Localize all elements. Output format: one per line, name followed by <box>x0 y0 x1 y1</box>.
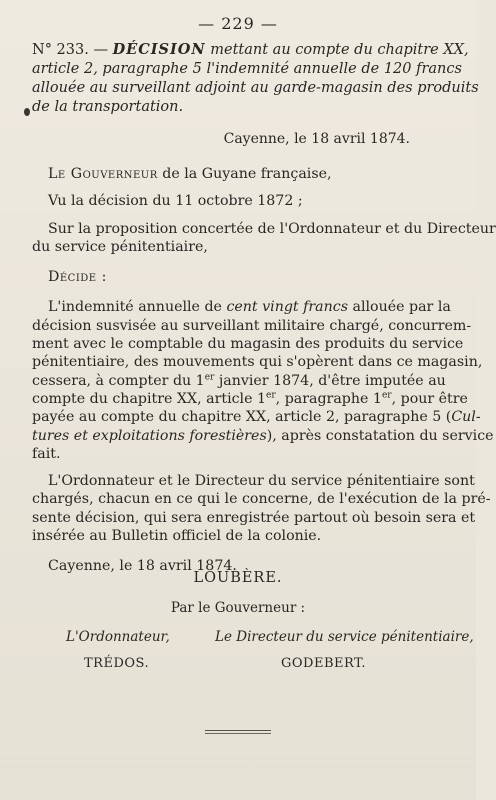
p2-line-1: L'Ordonnateur et le Directeur du service pénitentiaire sont <box>48 473 475 490</box>
p1-line-3: ment avec le comptable du magasin des produits du service <box>32 336 464 353</box>
governor-signature: LOUBÈRE. <box>193 570 283 586</box>
p1-line-8: tures et exploitations forestières), après constatation du service <box>32 427 494 444</box>
directeur-role: Le Directeur du service pénitentiaire, <box>215 629 474 645</box>
page-number: — 229 — <box>198 14 278 33</box>
heading-line-4: de la transportation. <box>32 99 184 115</box>
closing-place-date: Cayenne, le 18 avril 1874. <box>48 558 237 575</box>
gouverneur-rest: de la Guyane française, <box>162 166 332 182</box>
p1-line-1: L'indemnité annuelle de cent vingt francs allouée par la <box>48 299 451 316</box>
p1-line-9: fait. <box>32 445 61 462</box>
heading-line-1 <box>32 40 469 60</box>
sur-line-2: du service pénitentiaire, <box>32 238 208 255</box>
par-le-gouverneur: Par le Gouverneur : <box>170 600 306 616</box>
p2-line-4: insérée au Bulletin officiel de la colonie. <box>32 528 322 545</box>
place-date: Cayenne, le 18 avril 1874. <box>223 131 410 147</box>
p2-line-3: sente décision, qui sera enregistrée partout où besoin sera et <box>32 509 476 526</box>
gouverneur-title: Le Gouverneur <box>48 166 158 182</box>
p2-line-2: chargés, chacun en ce qui le concerne, de l'exécution de la pré- <box>32 491 491 508</box>
article-2-paragraph <box>32 472 491 545</box>
heading-line-1-rest: mettant au compte du chapitre XX, <box>210 42 469 58</box>
closing-rule-second <box>205 733 271 734</box>
decision-body <box>32 165 496 576</box>
decision-heading <box>32 40 479 117</box>
heading-line-3: allouée au surveillant adjoint au garde-magasin des produits <box>32 80 479 96</box>
heading-line-2: article 2, paragraphe 5 l'indemnité annuelle de 120 francs <box>32 61 462 77</box>
vu-line: Vu la décision du 11 octobre 1872 ; <box>48 193 303 210</box>
sur-line-1: Sur la proposition concertée de l'Ordonnateur et du Directeur <box>48 220 496 237</box>
p1-line-6: compte du chapitre XX, article 1er, paragraphe 1er, pour être <box>32 390 468 407</box>
p1-line-2: décision susvisée au surveillant militaire chargé, concurrem- <box>32 317 472 334</box>
decision-number: N° 233. — <box>32 42 108 58</box>
decision-keyword: DÉCISION <box>112 41 206 58</box>
decide-label: Décide : <box>48 269 107 286</box>
article-1-paragraph <box>32 298 494 463</box>
p1-line-4: pénitentiaire, des mouvements qui s'opèrent dans ce magasin, <box>32 354 483 371</box>
ordonnateur-name: TRÉDOS. <box>84 656 150 671</box>
p1-line-7: payée au compte du chapitre XX, article 2, paragraphe 5 (Cul- <box>32 409 481 426</box>
ordonnateur-role: L'Ordonnateur, <box>66 629 170 645</box>
p1-line-5: cessera, à compter du 1er janvier 1874, d'être imputée au <box>32 371 446 389</box>
ink-blot-mark <box>24 108 30 116</box>
gouverneur-line <box>48 165 444 183</box>
directeur-name: GODEBERT. <box>281 656 366 671</box>
indemnity-amount: cent vingt francs <box>226 299 348 316</box>
closing-rule <box>205 730 271 731</box>
